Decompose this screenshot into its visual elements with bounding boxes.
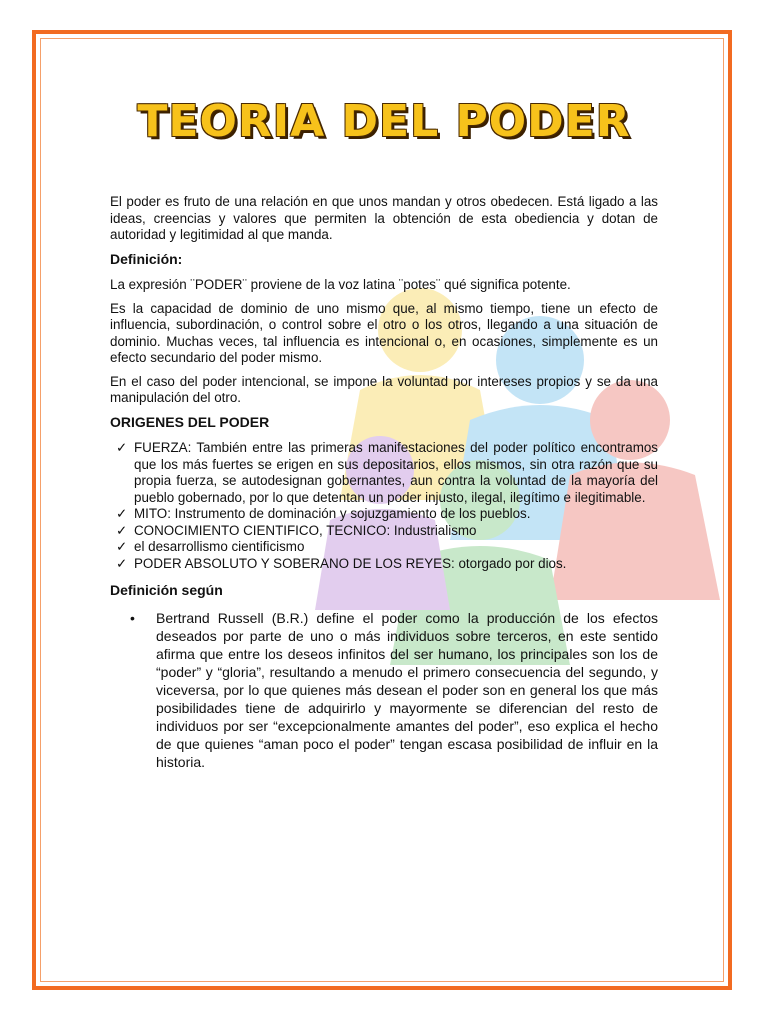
list-item: • Bertrand Russell (B.R.) define el poder como la producción de los efectos deseados por parte de uno o más individuos sobre terceros, en este sentido afirma que entre los deseos infinitos del ser humano, los principales son los de “poder” y “gloria”, resultando a menudo el primero consecuencia del segundo, y viceversa, por lo que quienes más desean el poder son en general los que más posibilidades tiene de adquirirlo y mayormente se diferencian del resto de individuos por ser “excepcionalmente amantes del poder”, eso explica el hecho de que quienes “aman poco el poder” tengan escasa posibilidad de influir en la historia. bbox=[130, 609, 658, 770]
bullet-icon: • bbox=[130, 609, 135, 626]
list-item: ✓ PODER ABSOLUTO Y SOBERANO DE LOS REYES: otorgado por dios. bbox=[116, 555, 567, 571]
document-body bbox=[110, 194, 658, 771]
definition-paragraph: La expresión ¨PODER¨ proviene de la voz latina ¨potes¨ qué significa potente. bbox=[110, 277, 571, 292]
definition-paragraph: Es la capacidad de dominio de uno mismo que, al mismo tiempo, tiene un efecto de influencia, subordinación, o control sobre el otro o los otros, llegando a una situación de dominio. Muchas veces, tal influencia es intencional o, en ocasiones, simplemente es un efecto secundario del poder mismo. bbox=[110, 300, 658, 365]
list-item: ✓ el desarrollismo cientificismo bbox=[116, 539, 305, 554]
definition-paragraph: En el caso del poder intencional, se impone la voluntad por intereses propios y se da una manipulación del otro. bbox=[110, 373, 658, 405]
check-icon: ✓ bbox=[116, 506, 128, 521]
definition-heading: Definición: bbox=[110, 250, 183, 267]
list-item: ✓ FUERZA: También entre las primeras manifestaciones del poder político encontramos que los más fuertes se erigen en sus depositarios, ellos mismos, sin otra razón que su propia fuerza, se autodesignan gobernantes, aun contra la voluntad de la mayoría del pueblo gobernado, por lo que detentan un poder injusto, ilegal, ilegítimo e ilegitimable. bbox=[116, 440, 658, 505]
check-icon: ✓ bbox=[116, 522, 128, 538]
check-icon: ✓ bbox=[116, 440, 128, 455]
according-list bbox=[110, 609, 658, 771]
list-item: ✓ CONOCIMIENTO CIENTIFICO, TECNICO: Industrialismo bbox=[116, 522, 477, 538]
according-heading: Definición según bbox=[110, 582, 223, 598]
check-icon: ✓ bbox=[116, 539, 128, 554]
list-item: ✓ MITO: Instrumento de dominación y sojuzgamiento de los pueblos. bbox=[116, 506, 531, 521]
document-title: TEORIA DEL PODER bbox=[137, 96, 631, 147]
origins-heading: ORIGENES DEL PODER bbox=[110, 413, 270, 430]
intro-paragraph: El poder es fruto de una relación en que unos mandan y otros obedecen. Está ligado a las ideas, creencias y valores que permiten la obtención de esta obediencia y dotan de autoridad y legitimidad al que manda. bbox=[110, 194, 658, 242]
check-icon: ✓ bbox=[116, 555, 128, 571]
origins-list bbox=[110, 440, 658, 572]
